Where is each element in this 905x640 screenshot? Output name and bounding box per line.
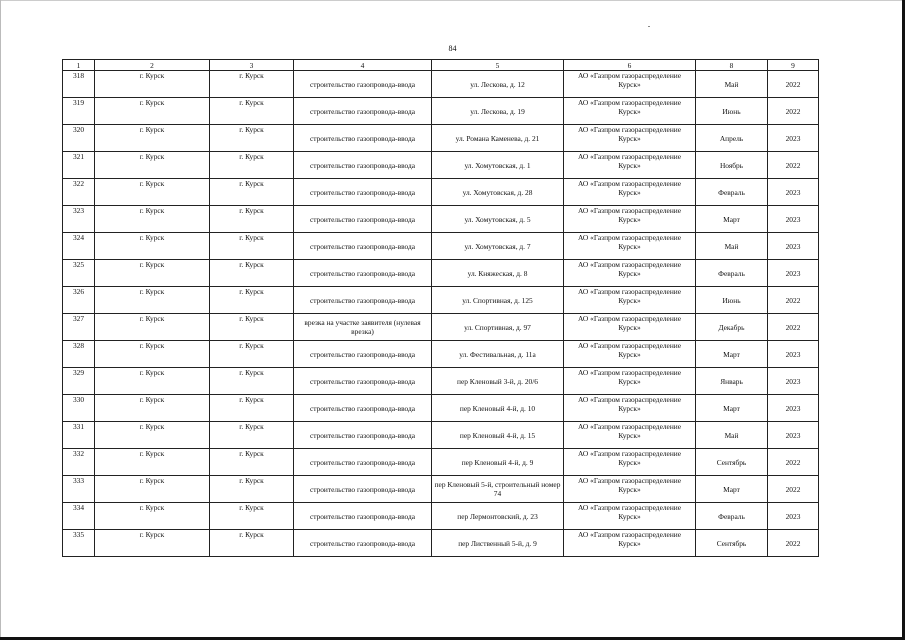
cell-address: ул. Спортивная, д. 97 [432,314,564,341]
cell-locality: г. Курск [210,530,294,557]
table-row [63,422,819,449]
cell-locality: г. Курск [210,125,294,152]
table-row [63,476,819,503]
cell-organization: АО «Газпром газораспределение Курск» [564,152,696,179]
cell-settlement: г. Курск [95,368,210,395]
cell-organization: АО «Газпром газораспределение Курск» [564,287,696,314]
page-number: 84 [448,44,457,53]
table-row [63,260,819,287]
col-header-8: 8 [696,60,768,71]
cell-row-number: 323 [63,206,95,233]
cell-settlement: г. Курск [95,530,210,557]
cell-month: Февраль [696,260,768,287]
cell-settlement: г. Курск [95,206,210,233]
cell-work-type: строительство газопровода-ввода [294,476,432,503]
cell-year: 2022 [768,287,819,314]
cell-locality: г. Курск [210,260,294,287]
cell-row-number: 324 [63,233,95,260]
cell-row-number: 333 [63,476,95,503]
cell-organization: АО «Газпром газораспределение Курск» [564,449,696,476]
cell-organization: АО «Газпром газораспределение Курск» [564,476,696,503]
cell-month: Февраль [696,179,768,206]
cell-work-type: строительство газопровода-ввода [294,530,432,557]
cell-locality: г. Курск [210,476,294,503]
cell-locality: г. Курск [210,233,294,260]
cell-organization: АО «Газпром газораспределение Курск» [564,530,696,557]
cell-organization: АО «Газпром газораспределение Курск» [564,314,696,341]
table-row [63,314,819,341]
col-header-5: 5 [432,60,564,71]
cell-work-type: строительство газопровода-ввода [294,179,432,206]
cell-settlement: г. Курск [95,395,210,422]
cell-organization: АО «Газпром газораспределение Курск» [564,422,696,449]
cell-address: ул. Хомутовская, д. 7 [432,233,564,260]
table-row [63,368,819,395]
cell-settlement: г. Курск [95,449,210,476]
cell-work-type: строительство газопровода-ввода [294,449,432,476]
cell-settlement: г. Курск [95,314,210,341]
cell-work-type: строительство газопровода-ввода [294,125,432,152]
cell-locality: г. Курск [210,368,294,395]
table-row [63,179,819,206]
scan-edge-top [0,0,905,1]
cell-locality: г. Курск [210,152,294,179]
cell-work-type: строительство газопровода-ввода [294,233,432,260]
cell-year: 2022 [768,71,819,98]
cell-settlement: г. Курск [95,98,210,125]
cell-year: 2023 [768,233,819,260]
table-row [63,341,819,368]
cell-year: 2023 [768,179,819,206]
cell-work-type: строительство газопровода-ввода [294,422,432,449]
cell-address: пер Лермонтовский, д. 23 [432,503,564,530]
cell-address: пер Кленовый 3-й, д. 20/6 [432,368,564,395]
cell-row-number: 320 [63,125,95,152]
cell-locality: г. Курск [210,395,294,422]
cell-locality: г. Курск [210,449,294,476]
cell-organization: АО «Газпром газораспределение Курск» [564,125,696,152]
cell-settlement: г. Курск [95,287,210,314]
cell-settlement: г. Курск [95,152,210,179]
cell-month: Июнь [696,98,768,125]
cell-address: пер Кленовый 5-й, строительный номер 74 [432,476,564,503]
cell-row-number: 322 [63,179,95,206]
cell-year: 2023 [768,395,819,422]
cell-work-type: строительство газопровода-ввода [294,368,432,395]
cell-locality: г. Курск [210,503,294,530]
cell-settlement: г. Курск [95,422,210,449]
col-header-6: 6 [564,60,696,71]
cell-work-type: строительство газопровода-ввода [294,152,432,179]
cell-row-number: 327 [63,314,95,341]
cell-address: ул. Романа Каменева, д. 21 [432,125,564,152]
cell-address: ул. Хомутовская, д. 5 [432,206,564,233]
cell-month: Март [696,206,768,233]
cell-row-number: 332 [63,449,95,476]
table-row [63,152,819,179]
cell-locality: г. Курск [210,314,294,341]
cell-year: 2023 [768,341,819,368]
cell-organization: АО «Газпром газораспределение Курск» [564,233,696,260]
cell-row-number: 330 [63,395,95,422]
cell-year: 2022 [768,314,819,341]
table-header-row [63,60,819,71]
table-row [63,395,819,422]
cell-month: Май [696,233,768,260]
table-row [63,206,819,233]
cell-address: пер Кленовый 4-й, д. 15 [432,422,564,449]
cell-work-type: строительство газопровода-ввода [294,287,432,314]
table-row [63,287,819,314]
cell-year: 2023 [768,368,819,395]
table-row [63,125,819,152]
cell-organization: АО «Газпром газораспределение Курск» [564,71,696,98]
cell-settlement: г. Курск [95,503,210,530]
cell-year: 2022 [768,98,819,125]
cell-month: Май [696,71,768,98]
cell-month: Март [696,395,768,422]
table-row [63,530,819,557]
cell-month: Май [696,422,768,449]
cell-work-type: строительство газопровода-ввода [294,71,432,98]
cell-row-number: 329 [63,368,95,395]
cell-row-number: 331 [63,422,95,449]
cell-year: 2023 [768,206,819,233]
cell-month: Сентябрь [696,530,768,557]
cell-month: Февраль [696,503,768,530]
table-body [63,60,819,557]
register-table [62,59,819,557]
col-header-9: 9 [768,60,819,71]
scan-edge-left [0,0,1,640]
cell-work-type: строительство газопровода-ввода [294,98,432,125]
cell-locality: г. Курск [210,341,294,368]
col-header-4: 4 [294,60,432,71]
cell-month: Декабрь [696,314,768,341]
col-header-2: 2 [95,60,210,71]
cell-month: Март [696,476,768,503]
cell-year: 2022 [768,152,819,179]
cell-locality: г. Курск [210,71,294,98]
cell-organization: АО «Газпром газораспределение Курск» [564,341,696,368]
cell-settlement: г. Курск [95,233,210,260]
cell-address: ул. Княжеская, д. 8 [432,260,564,287]
table-row [63,233,819,260]
cell-address: ул. Фестивальная, д. 11а [432,341,564,368]
cell-locality: г. Курск [210,287,294,314]
table-row [63,503,819,530]
cell-row-number: 328 [63,341,95,368]
cell-work-type: врезка на участке заявителя (нулевая врезка) [294,314,432,341]
cell-locality: г. Курск [210,422,294,449]
cell-address: ул. Хомутовская, д. 28 [432,179,564,206]
cell-month: Сентябрь [696,449,768,476]
scan-speck [648,26,650,27]
cell-settlement: г. Курск [95,476,210,503]
cell-settlement: г. Курск [95,260,210,287]
cell-year: 2022 [768,476,819,503]
cell-address: пер Кленовый 4-й, д. 9 [432,449,564,476]
table-row [63,449,819,476]
cell-settlement: г. Курск [95,71,210,98]
cell-work-type: строительство газопровода-ввода [294,503,432,530]
table-row [63,98,819,125]
cell-row-number: 325 [63,260,95,287]
cell-organization: АО «Газпром газораспределение Курск» [564,395,696,422]
cell-month: Апрель [696,125,768,152]
cell-row-number: 318 [63,71,95,98]
cell-work-type: строительство газопровода-ввода [294,260,432,287]
cell-row-number: 326 [63,287,95,314]
cell-organization: АО «Газпром газораспределение Курск» [564,206,696,233]
cell-settlement: г. Курск [95,341,210,368]
cell-month: Январь [696,368,768,395]
cell-settlement: г. Курск [95,125,210,152]
cell-locality: г. Курск [210,206,294,233]
cell-month: Июнь [696,287,768,314]
cell-locality: г. Курск [210,179,294,206]
cell-address: ул. Спортивная, д. 125 [432,287,564,314]
cell-year: 2023 [768,422,819,449]
cell-work-type: строительство газопровода-ввода [294,206,432,233]
cell-locality: г. Курск [210,98,294,125]
cell-organization: АО «Газпром газораспределение Курск» [564,98,696,125]
cell-row-number: 321 [63,152,95,179]
cell-settlement: г. Курск [95,179,210,206]
cell-work-type: строительство газопровода-ввода [294,395,432,422]
cell-row-number: 319 [63,98,95,125]
cell-address: пер Кленовый 4-й, д. 10 [432,395,564,422]
col-header-3: 3 [210,60,294,71]
cell-year: 2023 [768,503,819,530]
cell-row-number: 335 [63,530,95,557]
cell-year: 2023 [768,125,819,152]
cell-month: Ноябрь [696,152,768,179]
cell-address: пер Лиственный 5-й, д. 9 [432,530,564,557]
cell-year: 2022 [768,449,819,476]
cell-row-number: 334 [63,503,95,530]
cell-organization: АО «Газпром газораспределение Курск» [564,368,696,395]
cell-month: Март [696,341,768,368]
col-header-1: 1 [63,60,95,71]
cell-address: ул. Лескова, д. 19 [432,98,564,125]
cell-organization: АО «Газпром газораспределение Курск» [564,503,696,530]
table-row [63,71,819,98]
cell-address: ул. Лескова, д. 12 [432,71,564,98]
cell-address: ул. Хомутовская, д. 1 [432,152,564,179]
cell-organization: АО «Газпром газораспределение Курск» [564,260,696,287]
cell-year: 2022 [768,530,819,557]
cell-organization: АО «Газпром газораспределение Курск» [564,179,696,206]
cell-year: 2023 [768,260,819,287]
cell-work-type: строительство газопровода-ввода [294,341,432,368]
